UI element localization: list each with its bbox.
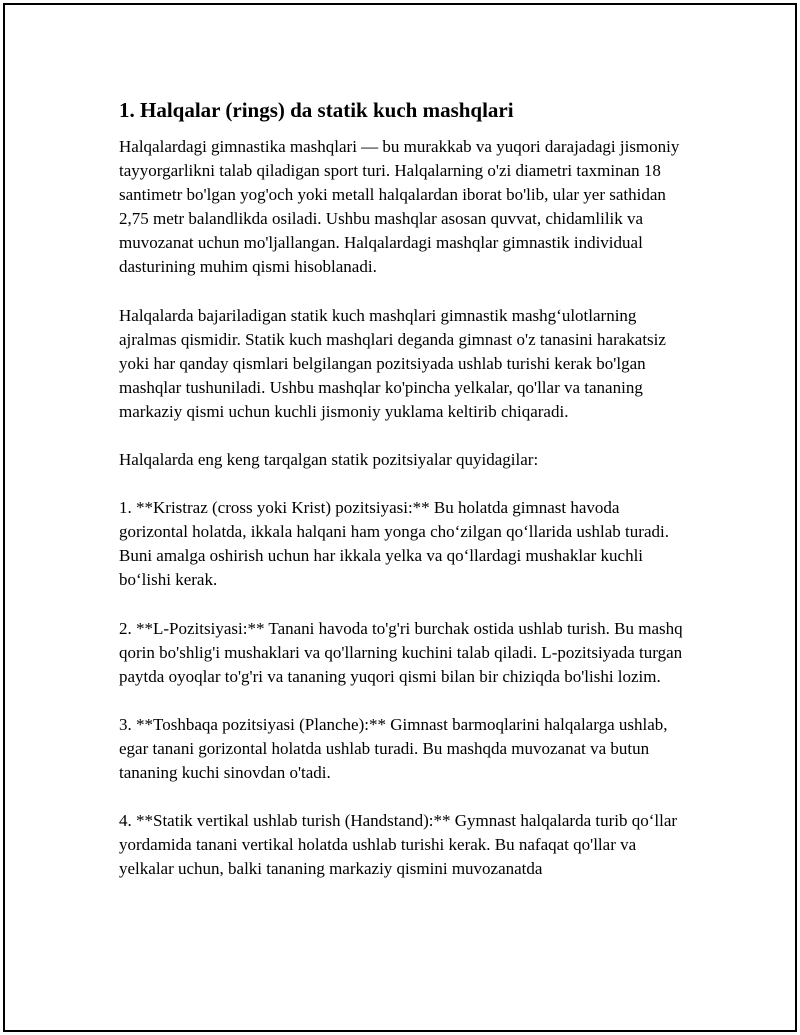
paragraph-list-intro: Halqalarda eng keng tarqalgan statik pozitsiyalar quyidagilar: [119, 450, 539, 470]
list-item-handstand: 4. **Statik vertikal ushlab turish (Handstand):** Gymnast halqalarda turib qo‘llar yordamida tanani vertikal holatda ushlab turishi kerak. Bu nafaqat qo'llar va yelkalar uchun, balki tananing markaziy qismini muvozanatda [119, 811, 678, 879]
paragraph-static-strength: Halqalarda bajariladigan statik kuch mashqlari gimnastik mashg‘ulotlarning ajralmas qismidir. Statik kuch mashqlari deganda gimnast o'z tanasini harakatsiz yoki har qanday qismlari belgilangan pozitsiyada ushlab turishi kerak bo'lgan mashqlar tushuniladi. Ushbu mashqlar ko'pincha yelkalar, qo'llar va tananing markaziy qismi uchun kuchli jismoniy yuklama keltirib chiqaradi. [119, 305, 666, 421]
list-item-planche: 3. **Toshbaqa pozitsiyasi (Planche):** Gimnast barmoqlarini halqalarga ushlab, egar tanani gorizontal holatda ushlab turadi. Bu mashqda muvozanat va butun tananing kuchi sinovdan o'tadi. [119, 714, 668, 782]
paragraph-intro: Halqalardagi gimnastika mashqlari — bu murakkab va yuqori darajadagi jismoniy tayyorgarlikni talab qiladigan sport turi. Halqalarning o'zi diametri taxminan 18 santimetr bo'lgan yog'och yoki metall halqalardan iborat bo'lib, ular yer sathidan 2,75 metr balandlikda osiladi. Ushbu mashqlar asosan quvvat, chidamlilik va muvozanat uchun mo'ljallangan. Halqalardagi mashqlar gimnastik individual dasturining muhim qismi hisoblanadi. [119, 137, 680, 277]
document-body [119, 95, 689, 905]
page [3, 3, 797, 1032]
list-item-l-sit: 2. **L-Pozitsiyasi:** Tanani havoda to'g'ri burchak ostida ushlab turish. Bu mashq qorin bo'shlig'i mushaklari va qo'llarning kuchini talab qiladi. L-pozitsiyada turgan paytda oyoqlar to'g'ri va tananing yuqori qismi bilan bir chiziqda bo'lishi lozim. [119, 618, 683, 686]
list-item-cross: 1. **Kristraz (cross yoki Krist) pozitsiyasi:** Bu holatda gimnast havoda gorizontal holatda, ikkala halqani ham yonga cho‘zilgan qo‘llarida ushlab turadi. Buni amalga oshirish uchun har ikkala yelka va qo‘llardagi mushaklar kuchli bo‘lishi kerak. [119, 498, 669, 590]
document-title: 1. Halqalar (rings) da statik kuch mashqlari [119, 98, 514, 122]
